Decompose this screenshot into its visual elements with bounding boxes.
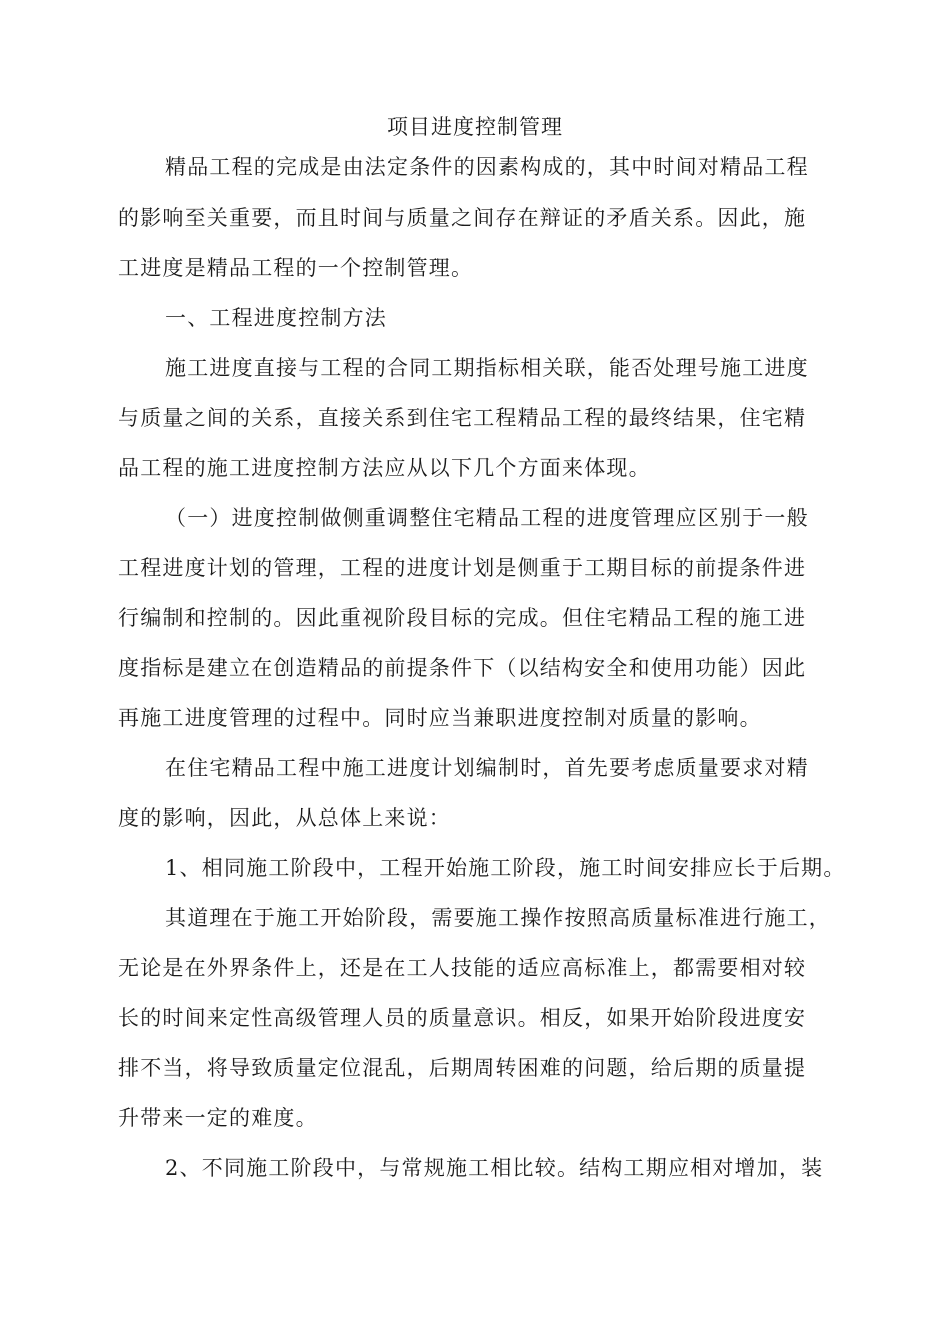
list-item: 1、相同施工阶段中，工程开始施工阶段，施工时间安排应长于后期。	[165, 856, 846, 880]
paragraph-line: 无论是在外界条件上，还是在工人技能的适应高标准上，都需要相对较	[118, 956, 807, 980]
paragraph-line: 升带来一定的难度。	[118, 1106, 318, 1130]
section-heading: 一、工程进度控制方法	[165, 306, 387, 330]
paragraph-line: 度的影响，因此，从总体上来说：	[118, 806, 451, 830]
paragraph-line: 其道理在于施工开始阶段，需要施工操作按照高质量标准进行施工，	[165, 906, 831, 930]
document-title: 项目进度控制管理	[387, 115, 563, 139]
paragraph-line: 施工进度直接与工程的合同工期指标相关联，能否处理号施工进度	[165, 356, 809, 380]
paragraph-line: 度指标是建立在创造精品的前提条件下（以结构安全和使用功能）因此	[118, 656, 807, 680]
paragraph-line: 工进度是精品工程的一个控制管理。	[118, 256, 474, 280]
paragraph-line: 与质量之间的关系，直接关系到住宅工程精品工程的最终结果，住宅精	[118, 406, 807, 430]
paragraph-line: 在住宅精品工程中施工进度计划编制时，首先要考虑质量要求对精	[165, 756, 809, 780]
paragraph-line: 精品工程的完成是由法定条件的因素构成的，其中时间对精品工程	[165, 155, 809, 179]
paragraph-line: 行编制和控制的。因此重视阶段目标的完成。但住宅精品工程的施工进	[118, 606, 807, 630]
list-item: 2、不同施工阶段中，与常规施工相比较。结构工期应相对增加，装	[165, 1156, 824, 1180]
paragraph-line: 长的时间来定性高级管理人员的质量意识。相反，如果开始阶段进度安	[118, 1006, 807, 1030]
paragraph-line: 再施工进度管理的过程中。同时应当兼职进度控制对质量的影响。	[118, 706, 762, 730]
paragraph-line: 品工程的施工进度控制方法应从以下几个方面来体现。	[118, 456, 651, 480]
paragraph-line: 排不当，将导致质量定位混乱，后期周转困难的问题，给后期的质量提	[118, 1056, 807, 1080]
paragraph-line: 工程进度计划的管理，工程的进度计划是侧重于工期目标的前提条件进	[118, 556, 807, 580]
paragraph-line: （一）进度控制做侧重调整住宅精品工程的进度管理应区别于一般	[165, 506, 809, 530]
paragraph-line: 的影响至关重要，而且时间与质量之间存在辩证的矛盾关系。因此，施	[118, 206, 807, 230]
